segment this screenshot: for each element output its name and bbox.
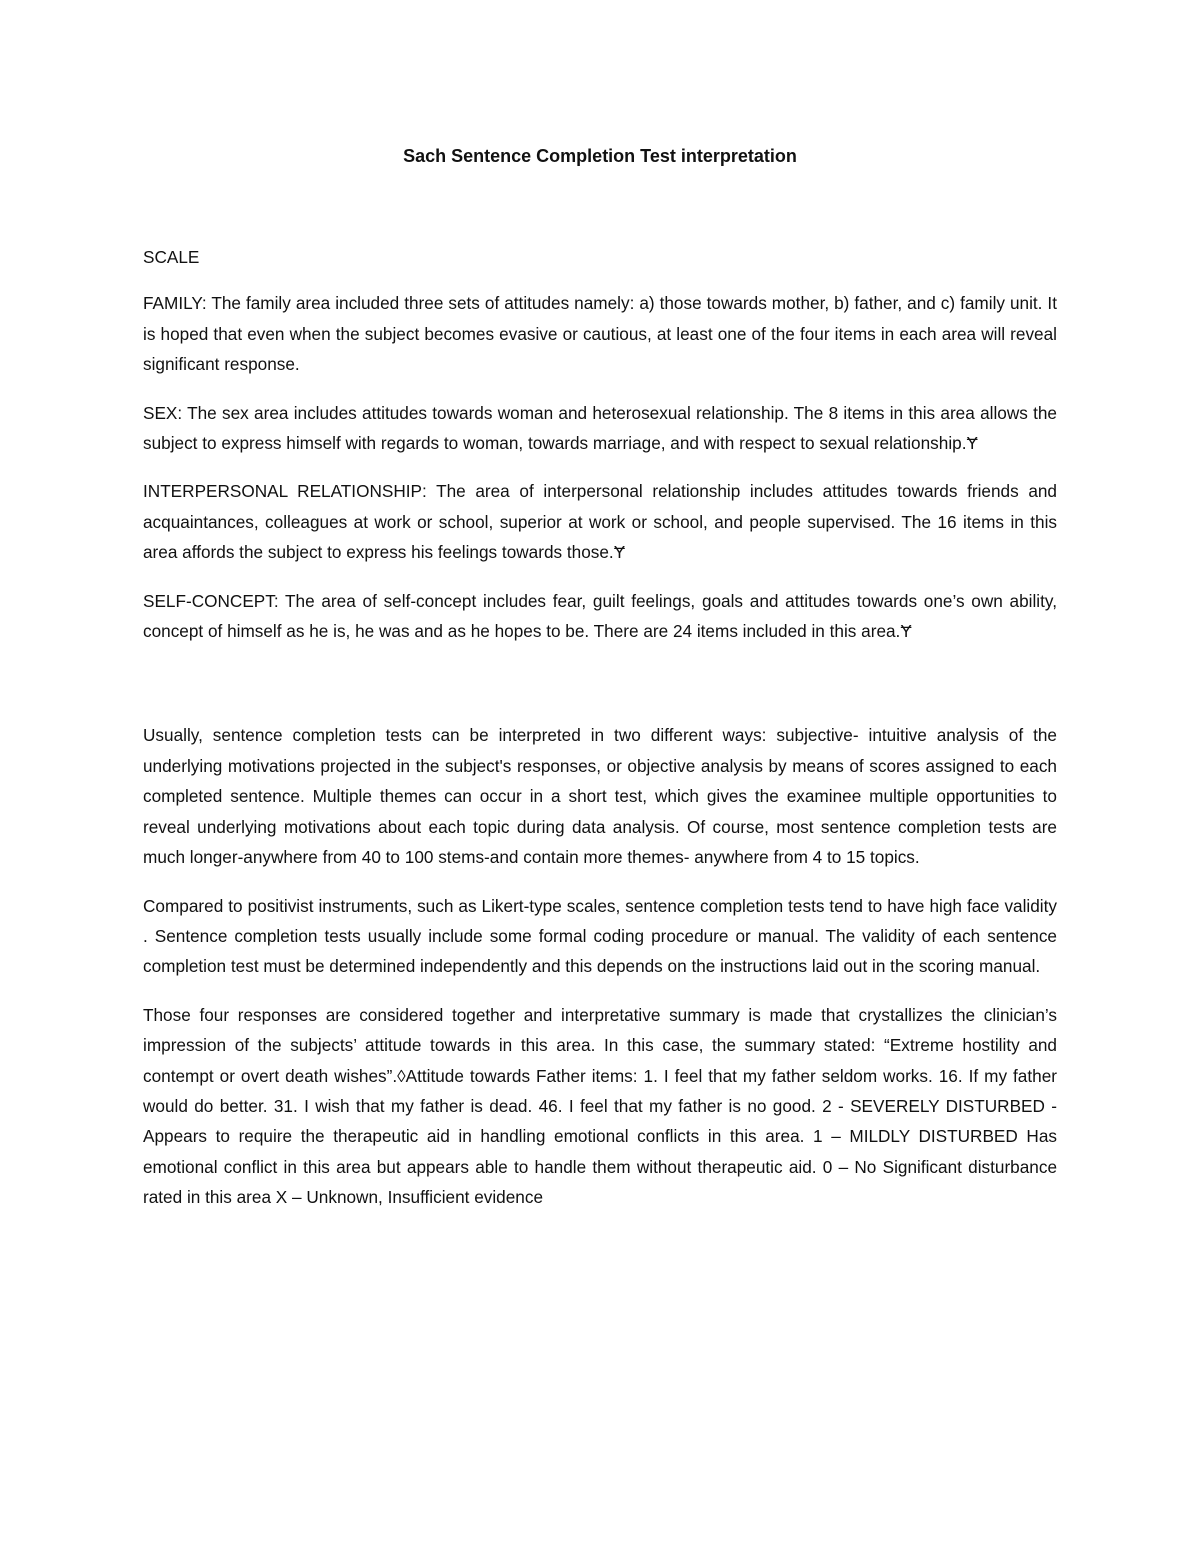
section-spacer <box>143 664 1057 720</box>
self-concept-paragraph: SELF-CONCEPT: The area of self-concept includes fear, guilt feelings, goals and attitudes towards one’s own ability, concept of himself as he is, he was and as he hopes to be. There are 24 items included in this area.Ɏ <box>143 590 1057 642</box>
family-paragraph: FAMILY: The family area included three sets of attitudes namely: a) those towards mother, b) father, and c) family unit. It is hoped that even when the subject becomes evasive or cautious, at least one of the four items in each area will reveal significant response. <box>143 293 1057 375</box>
document-body <box>143 242 1057 1231</box>
scale-heading: SCALE <box>143 247 200 267</box>
page-title: Sach Sentence Completion Test interpretation <box>403 146 797 166</box>
interpersonal-paragraph: INTERPERSONAL RELATIONSHIP: The area of interpersonal relationship includes attitudes towards friends and acquaintances, colleagues at work or school, superior at work or school, and people supervised. The 16 items in this area affords the subject to express his feelings towards those.Ɏ <box>143 481 1057 563</box>
summary-paragraph: Those four responses are considered together and interpretative summary is made that crystallizes the clinician’s impression of the subjects’ attitude towards in this area. In this case, the summary stated: “Extreme hostility and contempt or overt death wishes”.◊Attitude towards Father items: 1. I feel that my father seldom works. 16. If my father would do better. 31. I wish that my father is dead. 46. I feel that my father is no good. 2 - SEVERELY DISTURBED - Appears to require the therapeutic aid in handling emotional conflicts in this area. 1 – MILDLY DISTURBED Has emotional conflict in this area but appears able to handle them without therapeutic aid. 0 – No Significant disturbance rated in this area X – Unknown, Insufficient evidence <box>143 1004 1057 1208</box>
sex-paragraph: SEX: The sex area includes attitudes towards woman and heterosexual relationship. The 8 items in this area allows the subject to express himself with regards to woman, towards marriage, and with respect to sexual relationship.Ɏ <box>143 402 1057 454</box>
interpretation-paragraph: Usually, sentence completion tests can be interpreted in two different ways: subjective- intuitive analysis of the underlying motivations projected in the subject's responses, or objective analysis by means of scores assigned to each completed sentence. Multiple themes can occur in a short test, which gives the examinee multiple opportunities to reveal underlying motivations about each topic during data analysis. Of course, most sentence completion tests are much longer-anywhere from 40 to 100 stems-and contain more themes- anywhere from 4 to 15 topics. <box>143 725 1057 868</box>
validity-paragraph: Compared to positivist instruments, such as Likert-type scales, sentence completion tests tend to have high face validity . Sentence completion tests usually include some formal coding procedure or manual. The validity of each sentence completion test must be determined independently and this depends on the instructions laid out in the scoring manual. <box>143 895 1057 977</box>
